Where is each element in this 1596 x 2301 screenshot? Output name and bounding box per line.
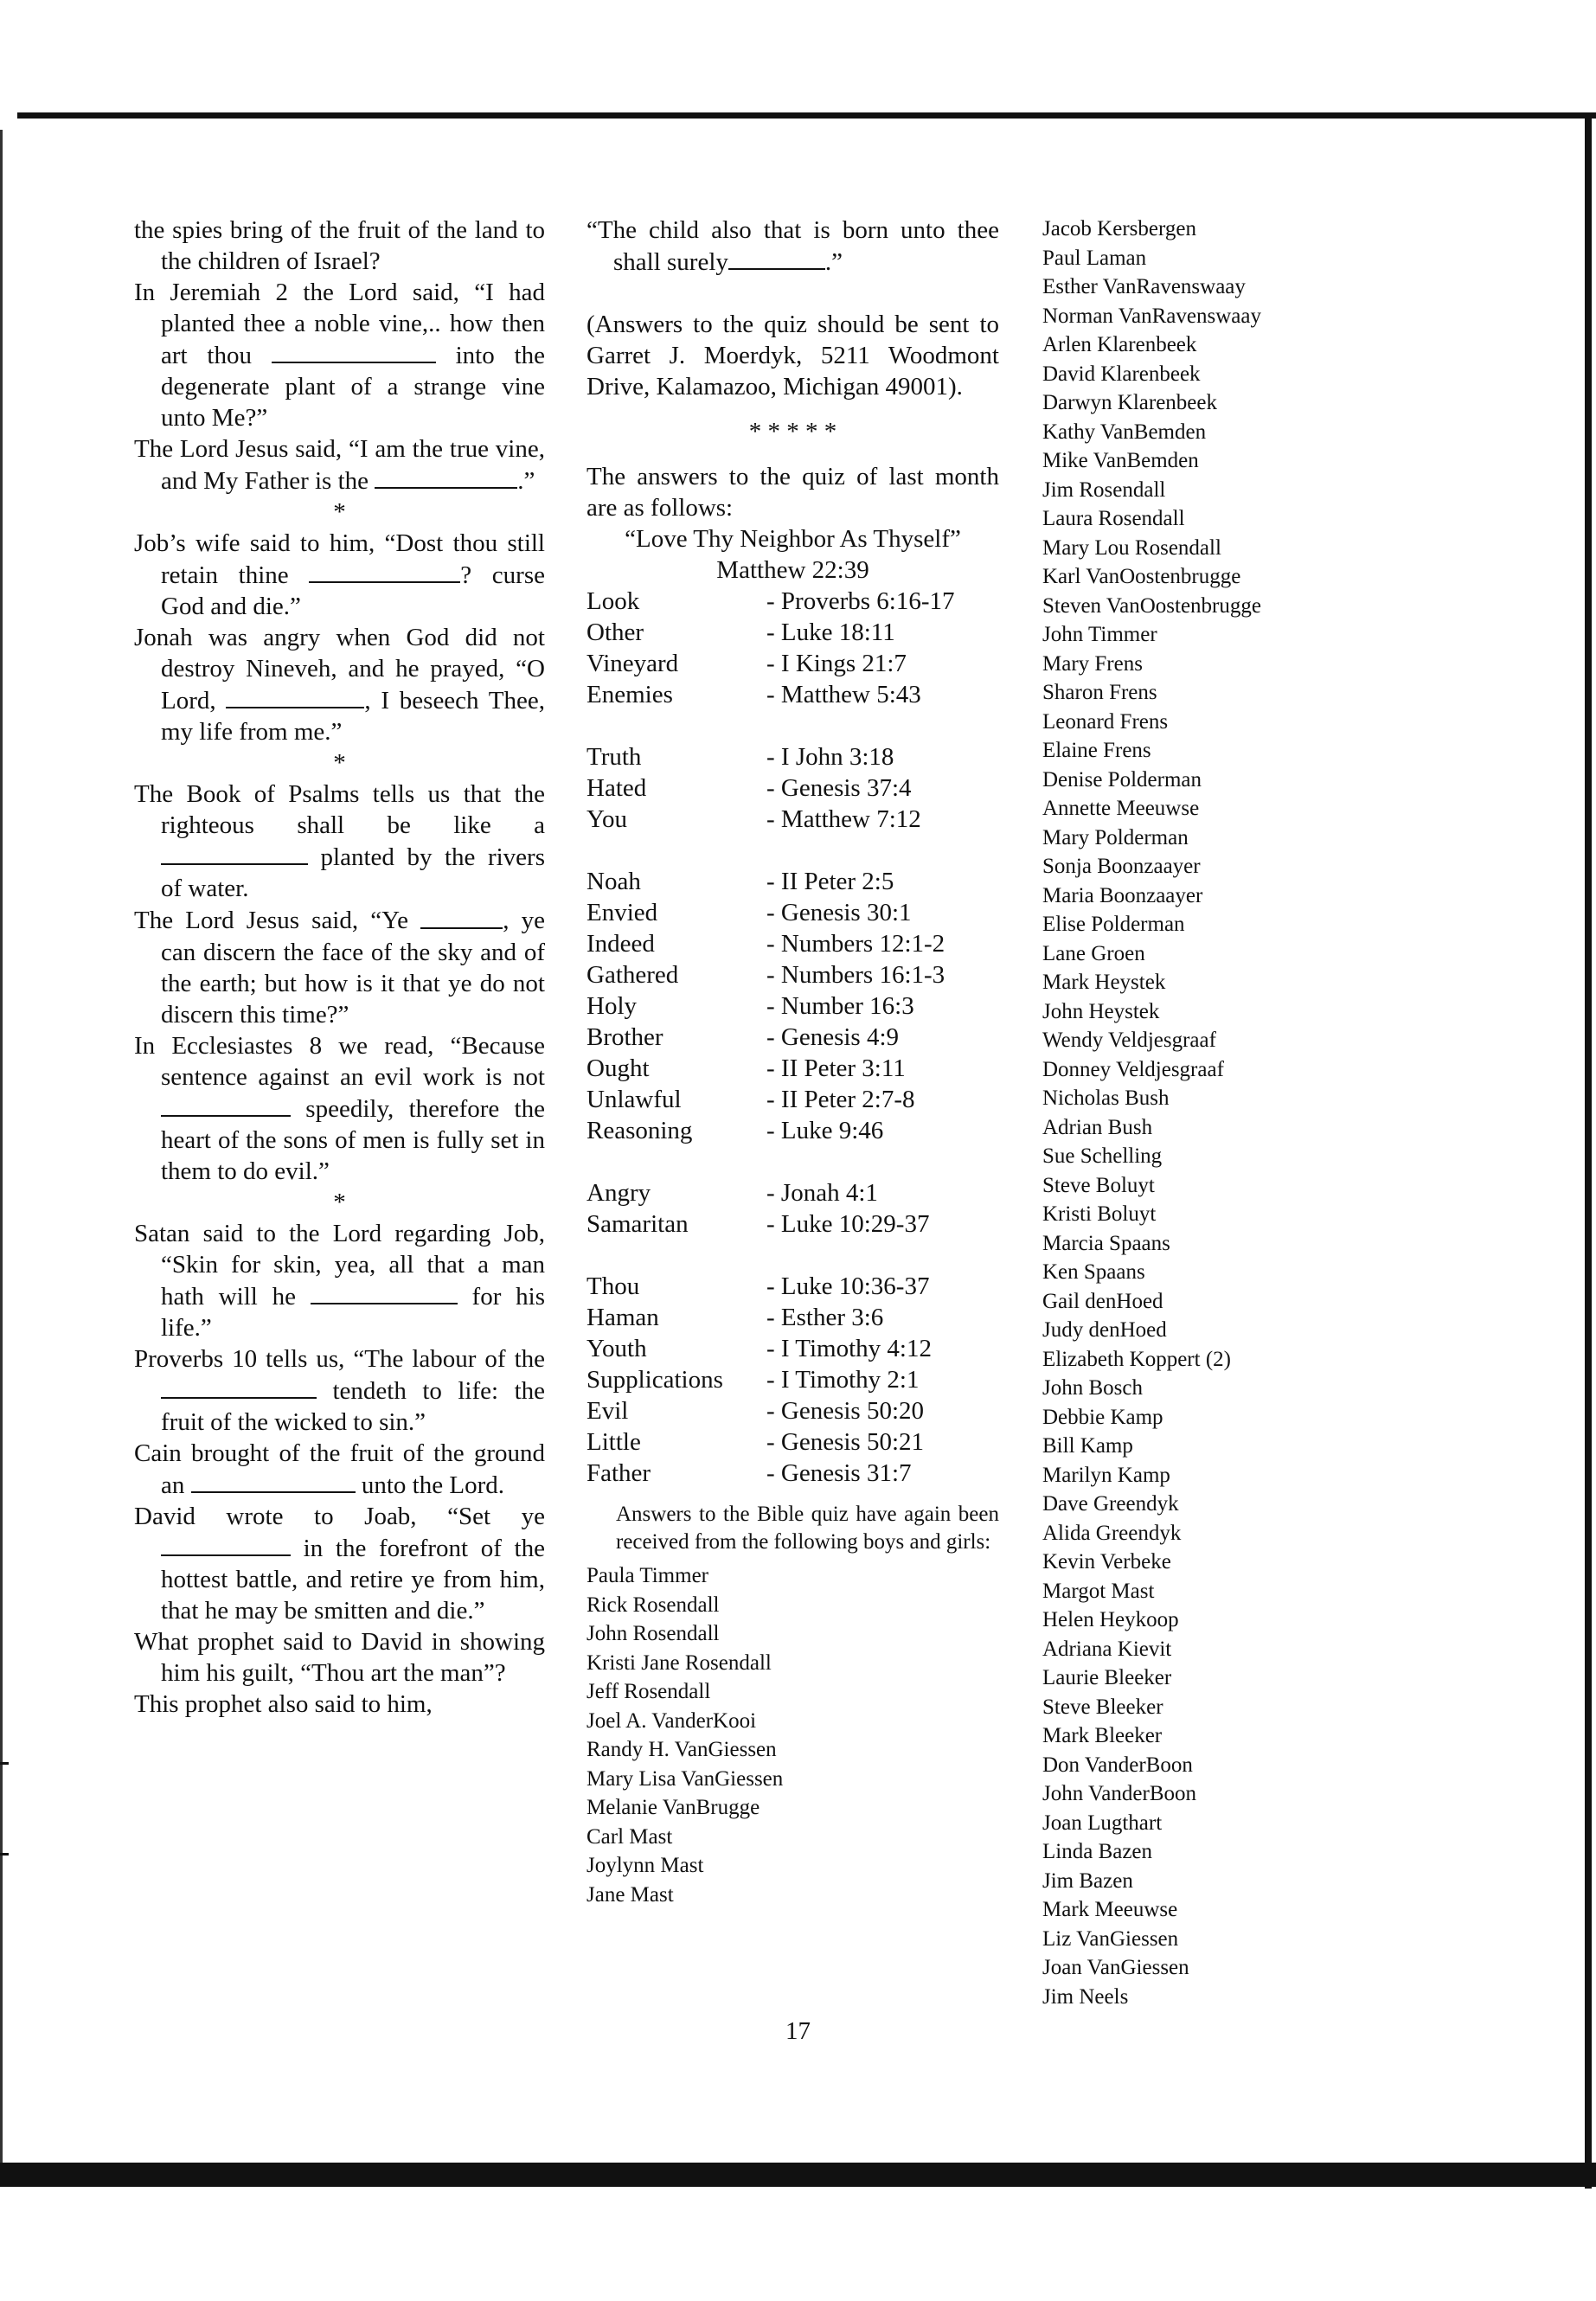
quiz-question: “The child also that is born unto thee shall surely .” [586,216,999,277]
answer-reference: - I Timothy 2:1 [766,1366,920,1394]
answer-reference: - Genesis 30:1 [766,899,912,927]
page-edge-bottom [0,2163,1596,2187]
respondent-name: Kevin Verbeke [1042,1550,1171,1574]
answer-reference: - II Peter 2:5 [766,868,894,896]
answer-blank [728,246,825,270]
answer-word: Ought [586,1054,650,1083]
answer-row [586,897,999,928]
respondent-name: Steve Bleeker [1042,1695,1163,1719]
answer-row [586,679,999,710]
answer-row [586,1177,999,1208]
answer-row [586,1302,999,1333]
respondent-name: Norman VanRavenswaay [1042,304,1261,328]
answer-reference: - Genesis 50:21 [766,1428,925,1457]
answer-blank [311,1280,458,1304]
answer-word: Haman [586,1304,659,1332]
quiz-question: This prophet also said to him, [134,1690,433,1719]
answer-reference: - Luke 9:46 [766,1117,884,1145]
respondent-name: Jane Mast [586,1882,674,1907]
respondent-name: Sue Schelling [1042,1144,1163,1168]
answer-row [586,1364,999,1395]
respondent-name: Maria Boonzaayer [1042,883,1203,907]
respondent-name: John Bosch [1042,1376,1143,1400]
answer-word: Indeed [586,930,655,958]
answer-blank [161,1375,317,1399]
answer-word: Enemies [586,681,673,709]
respondent-name: Sonja Boonzaayer [1042,855,1201,878]
answer-blank [226,684,364,708]
section-star: * [333,749,346,778]
respondent-name: Mary Polderman [1042,825,1189,849]
respondent-name: Mary Lou Rosendall [1042,535,1221,560]
respondent-name: Arlen Klarenbeek [1042,333,1197,356]
respondent-name: Debbie Kamp [1042,1405,1163,1429]
page-edge-top [17,112,1596,119]
answer-word: Father [586,1459,651,1488]
quiz-question: Jonah was angry when God did not destroy Nineveh, and he prayed, “O Lord, , I beseech Thee, my life from me.” [134,624,545,747]
respondent-name: Mary Lisa VanGiessen [586,1766,784,1791]
answer-row [586,990,999,1022]
answer-row [586,1458,999,1489]
answer-row [586,772,999,804]
answer-word: Holy [586,992,637,1021]
quiz-question: The Book of Psalms tells us that the righteous shall be like a planted by the rivers of water. [134,780,545,903]
answer-row [586,1426,999,1458]
answer-word: Thou [586,1272,640,1301]
answer-reference: - Luke 18:11 [766,619,895,647]
respondent-name: Sharon Frens [1042,681,1157,704]
respondent-name: Bill Kamp [1042,1434,1133,1458]
section-star: * [333,1188,346,1216]
answer-row [586,1333,999,1364]
respondent-name: Denise Polderman [1042,767,1202,792]
quiz-question: Cain brought of the fruit of the ground an unto the Lord. [134,1439,545,1499]
answers-intro: The answers to the quiz of last month are as follows: [586,463,999,522]
respondent-name: Mark Meeuwse [1042,1898,1178,1921]
quiz-question: the spies bring of the fruit of the land to the children of Israel? [134,216,545,275]
respondent-name: Annette Meeuwse [1042,797,1200,820]
respondent-name: Marcia Spaans [1042,1231,1170,1255]
section-star: * [333,498,346,527]
answer-row [586,804,999,835]
answer-row [586,1053,999,1084]
respondent-name: Don VanderBoon [1042,1753,1193,1777]
quiz-question: The Lord Jesus said, “I am the true vine, and My Father is the .” [134,435,545,496]
respondent-name: Margot Mast [1042,1579,1155,1603]
answer-word: Gathered [586,961,679,990]
respondent-name: Mark Heystek [1042,971,1166,994]
respondent-name: Nicholas Bush [1042,1086,1170,1110]
answer-word: Other [586,619,644,647]
respondent-name: John VanderBoon [1042,1782,1197,1805]
answer-row [586,617,999,648]
answer-reference: - II Peter 3:11 [766,1054,906,1083]
answer-word: Look [586,587,640,616]
answer-word: Vineyard [586,650,679,678]
quiz-question: What prophet said to David in showing him his guilt, “Thou art the man”? [134,1628,545,1688]
answer-word: Reasoning [586,1117,693,1145]
respondent-name: John Timmer [1042,623,1157,646]
respondent-list-continued [1042,215,1371,2011]
answer-word: Little [586,1428,641,1457]
answer-word: Hated [586,774,647,803]
respondent-name: Adrian Bush [1042,1115,1153,1139]
respondent-name: Gail denHoed [1042,1289,1163,1313]
respondent-name: Rick Rosendall [586,1593,720,1617]
respondent-name: Alida Greendyk [1042,1521,1182,1545]
respondent-name: Leonard Frens [1042,709,1169,734]
answer-reference: - Genesis 50:20 [766,1397,925,1426]
answer-word: Youth [586,1335,647,1363]
answer-reference: - Matthew 5:43 [766,681,921,709]
answer-word: You [586,805,628,834]
quiz-question: The Lord Jesus said, “Ye , ye can discern the face of the sky and of the earth; but how is it that ye do not discern this time?” [134,904,545,1029]
respondent-list [586,1561,999,1909]
received-note: Answers to the Bible quiz have again been received from the following boys and girls: [616,1503,999,1554]
answers-column [586,215,999,1909]
quiz-question: In Ecclesiastes 8 we read, “Because sentence against an evil work is not speedily, therefore the heart of the sons of men is fully set in them to do evil.” [134,1031,545,1185]
answer-row [586,1115,999,1146]
answer-reference: - II Peter 2:7-8 [766,1086,915,1114]
respondent-name: Steven VanOostenbrugge [1042,593,1261,618]
respondent-name: Esther VanRavenswaay [1042,275,1246,298]
quiz-question: In Jeremiah 2 the Lord said, “I had planted thee a noble vine,.. how then art thou into the degenerate plant of a strange vine unto Me?” [134,279,545,433]
respondent-name: Kristi Boluyt [1042,1202,1157,1226]
respondent-name: Lane Groen [1042,941,1145,965]
respondent-name: Jim Neels [1042,1984,1129,2009]
respondent-name: Elizabeth Koppert (2) [1042,1347,1231,1371]
respondent-name: Ken Spaans [1042,1260,1145,1284]
respondent-name: Mike VanBemden [1042,449,1199,472]
answer-word: Angry [586,1179,651,1208]
answer-word: Samaritan [586,1210,689,1239]
respondent-name: Steve Boluyt [1042,1173,1155,1197]
answer-reference: - Jonah 4:1 [766,1179,878,1208]
respondent-name: Helen Heykoop [1042,1608,1179,1631]
answer-reference: - Proverbs 6:16-17 [766,587,955,616]
answer-table [586,586,999,1489]
quiz-question: David wrote to Joab, “Set ye in the forefront of the hottest battle, and retire ye from him, that he may be smitten and die.” [134,1502,545,1625]
respondent-name: Laurie Bleeker [1042,1666,1172,1689]
page-number: 17 [785,2017,811,2045]
answer-row [586,928,999,959]
quiz-question: Proverbs 10 tells us, “The labour of the tendeth to life: the fruit of the wicked to sin.” [134,1344,545,1436]
respondent-name: Donney Veldjesgraaf [1042,1057,1224,1081]
quiz-questions-column [134,215,545,1720]
answer-blank [161,841,308,865]
answer-blank [161,1532,291,1556]
answer-reference: - Numbers 12:1-2 [766,930,945,958]
quiz-question: Satan said to the Lord regarding Job, “Skin for skin, yea, all that a man hath will he for his life.” [134,1219,545,1342]
respondent-name: Marilyn Kamp [1042,1463,1170,1487]
respondent-name: Kathy VanBemden [1042,420,1207,444]
respondent-name: Joel A. VanderKooi [586,1708,757,1733]
respondent-name: Joylynn Mast [586,1854,704,1878]
answer-row [586,959,999,990]
answer-reference: - Genesis 37:4 [766,774,912,803]
answer-blank [375,465,517,489]
respondent-name: Jeff Rosendall [586,1680,711,1704]
answer-reference: - Luke 10:29-37 [766,1210,930,1239]
answer-reference: - Genesis 31:7 [766,1459,912,1488]
answer-word: Truth [586,743,642,772]
quiz-title: “Love Thy Neighbor As Thyself” [625,525,961,554]
respondent-name: Wendy Veldjesgraaf [1042,1029,1216,1052]
answer-row [586,1208,999,1240]
section-divider: * * * * * [748,418,837,446]
answer-reference: - Luke 10:36-37 [766,1272,930,1301]
respondent-name: Elaine Frens [1042,739,1151,762]
respondent-name: Linda Bazen [1042,1840,1153,1863]
answer-row [586,1022,999,1053]
answer-reference: - Esther 3:6 [766,1304,884,1332]
respondent-name: Adriana Kievit [1042,1637,1172,1661]
page-edge-right [1585,112,1592,2189]
respondent-name: Jim Rosendall [1042,478,1166,502]
respondent-name: Jim Bazen [1042,1868,1133,1893]
respondent-name: Randy H. VanGiessen [586,1738,777,1762]
answer-word: Supplications [586,1366,723,1394]
answer-row [586,741,999,772]
respondent-name: Karl VanOostenbrugge [1042,565,1241,588]
answer-reference: - Number 16:3 [766,992,914,1021]
answer-word: Noah [586,868,641,896]
answer-row [586,648,999,679]
answer-blank [420,904,503,928]
respondent-name: Elise Polderman [1042,913,1185,936]
answer-row [586,1395,999,1426]
respondent-name: Joan Lugthart [1042,1811,1163,1835]
respondent-name: Judy denHoed [1042,1318,1167,1342]
respondent-name: John Heystek [1042,999,1160,1023]
respondent-name: Paul Laman [1042,246,1147,270]
respondent-name: Carl Mast [586,1824,673,1849]
answer-word: Evil [586,1397,629,1426]
respondent-name: Joan VanGiessen [1042,1956,1189,1979]
answer-blank [161,1093,291,1117]
respondent-name: David Klarenbeek [1042,362,1201,386]
answer-blank [272,339,436,363]
respondent-name: John Rosendall [586,1622,720,1646]
scan-mark [0,1853,9,1856]
answer-reference: - Matthew 7:12 [766,805,921,834]
answer-word: Unlawful [586,1086,682,1114]
respondent-name: Darwyn Klarenbeek [1042,391,1217,414]
respondent-name: Melanie VanBrugge [586,1796,760,1820]
answer-reference: - I John 3:18 [766,743,894,772]
page-edge-left [0,130,3,2163]
answer-reference: - I Kings 21:7 [766,650,907,678]
answer-blank [309,559,460,583]
answer-row [586,586,999,617]
send-answers-note: (Answers to the quiz should be sent to Garret J. Moerdyk, 5211 Woodmont Drive, Kalamazoo, Michigan 49001). [586,311,999,401]
answer-word: Brother [586,1023,663,1052]
respondent-name: Dave Greendyk [1042,1492,1179,1516]
quiz-reference: Matthew 22:39 [716,556,869,585]
respondent-name: Kristi Jane Rosendall [586,1650,772,1675]
respondent-name: Mark Bleeker [1042,1724,1163,1747]
respondent-name: Jacob Kersbergen [1042,217,1196,240]
answer-row [586,866,999,897]
respondent-name: Laura Rosendall [1042,507,1185,530]
answer-reference: - I Timothy 4:12 [766,1335,932,1363]
answer-word: Envied [586,899,658,927]
quiz-question: Job’s wife said to him, “Dost thou still retain thine ? curse God and die.” [134,529,545,621]
scan-mark [0,1762,9,1765]
answer-row [586,1271,999,1302]
respondent-name: Mary Frens [1042,651,1143,676]
respondent-name: Paula Timmer [586,1564,708,1588]
answer-row [586,1084,999,1115]
answer-reference: - Genesis 4:9 [766,1023,900,1052]
respondent-name: Liz VanGiessen [1042,1926,1179,1951]
answer-reference: - Numbers 16:1-3 [766,961,945,990]
answer-blank [191,1469,356,1493]
